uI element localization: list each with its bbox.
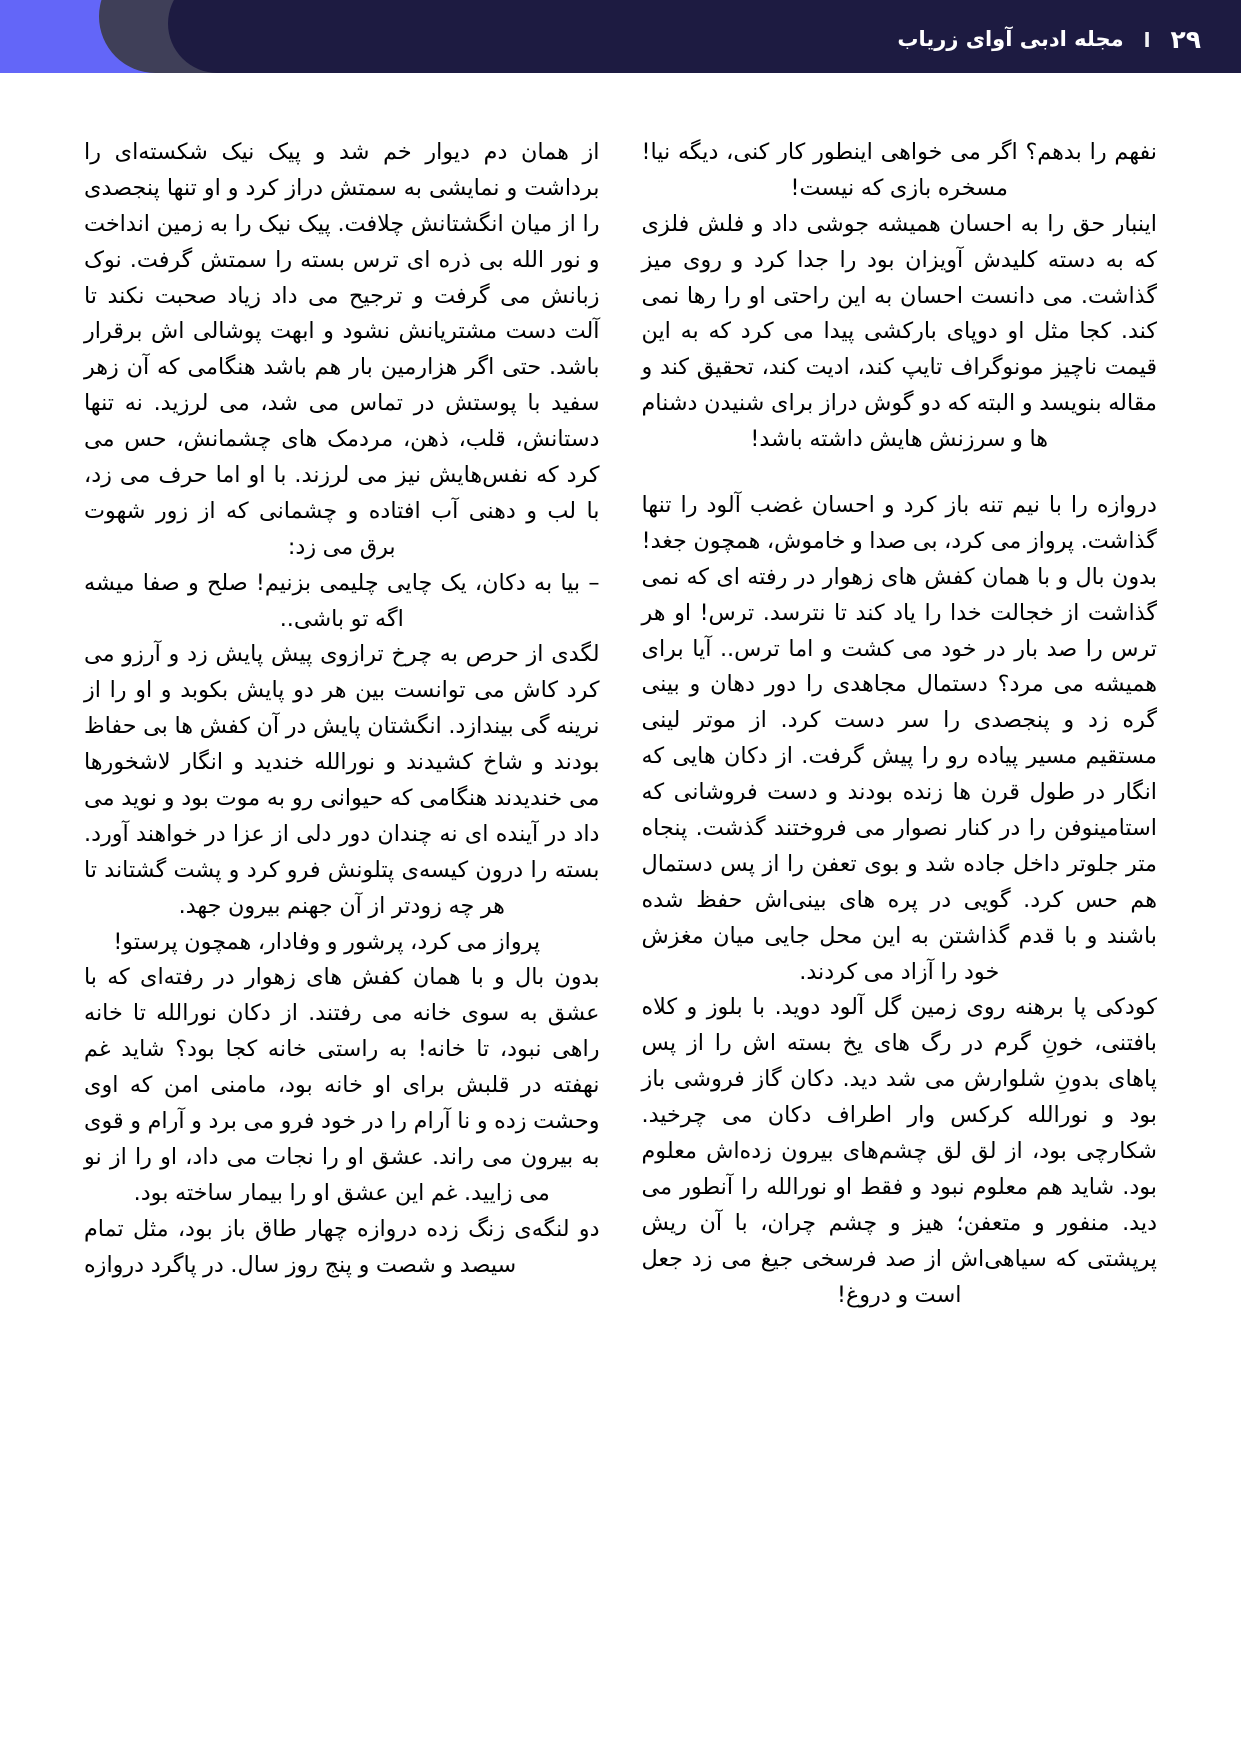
page-number: ۲۹ xyxy=(1170,25,1201,54)
paragraph: بدون بال و با همان کفش های زهوار در رفته ای که نمی گذاشت از خجالت خدا را یاد کند تا نترسد. ترس! او هر ترس را صد بار در خود می کشت و اما ترس.. آیا برای همیشه می مرد؟ دستمال مجاهدی را دور دهان و بینی گره زد و پنجصدی را سر دست کرد. از موتر لینی مستقیم مسیر پیاده رو را پیش گرفت. از دکان هایی که انگار در طول قرن ها زنده بودند و دست فروشانی که استامینوفن را در کنار نصوار می فروختند گذشت. پنجاه متر جلوتر داخل جاده شد و بوی تعفن را از پس دستمال هم حس کرد. گویی در پره های بینی‌اش حفظ شده باشند و با قدم گذاشتن به این محل جایی میان مغزش خود را آزاد می کردند. xyxy=(641,563,1157,985)
paragraph: دو لنگه‌ی زنگ زده دروازه چهار طاق باز بود، مثل تمام سیصد و شصت و پنج روز سال. در پاگرد دروازه xyxy=(84,1215,600,1278)
two-column-layout xyxy=(84,135,1157,1754)
paragraph: از همان دم دیوار خم شد و پیک نیک شکسته‌ای را برداشت و نمایشی به سمتش دراز کرد و او تنها پنجصدی را از میان انگشتانش چلافت. پیک نیک را به زمین انداخت و نور الله بی ذره ای ترس بسته را سمتش گرفت. نوک زبانش می گرفت و ترجیح می داد زیاد صحبت نکند تا آلت دست مشتریانش نشود و ابهت پوشالی اش برقرار باشد. حتی اگر هزارمین بار هم باشد هنگامی که آن زهر سفید با پوستش در تماس می شد، می لرزید. نه تنها دستانش، قلب، ذهن، مردمک های چشمانش، حس می کرد که نفس‌هایش نیز می لرزند. با او اما حرف می زد، با لب و دهنی آب افتاده و چشمانی که از زور شهوت برق می زد: xyxy=(84,139,600,560)
page-header-band xyxy=(0,0,1241,73)
text-column-right xyxy=(642,135,1158,1754)
header-content xyxy=(0,0,1241,73)
page-body xyxy=(0,73,1241,1754)
paragraph: اینبار حق را به احسان همیشه جوشی داد و فلش فلزی که به دسته کلیدش آویزان بود را جدا کرد و روی میز گذاشت. می دانست احسان به این راحتی او را رها نمی کند. کجا مثل او دوپای بارکشی پیدا می کرد که به این قیمت ناچیز مونوگراف تایپ کند، ادیت کند، تحقیق کند و مقاله بنویسد و البته که دو گوش دراز برای شنیدن دشنام ها و سرزنش هایش داشته باشد! xyxy=(641,210,1157,453)
header-separator: ا xyxy=(1143,27,1151,52)
paragraph: لگدی از حرص به چرخ ترازوی پیش پایش زد و آرزو می کرد کاش می توانست بین هر دو پایش بکوبد و او را از نرینه گی بیندازد. انگشتان پایش در آن کفش ها بی حفاظ بودند و شاخ کشیدند و نورالله خندید و انگار لاشخورها می خندیدند هنگامی که حیوانی رو به موت بود و نوید می داد در آینده ای نه چندان دور دلی از عزا در خواهند آورد. بسته را درون کیسه‌ی پتلونش فرو کرد و پشت گشتاند تا هر چه زودتر از آن جهنم بیرون جهد. xyxy=(84,641,600,919)
paragraph-dialogue: – بیا به دکان، یک چایی چلیمی بزنیم! صلح و صفا میشه اگه تو باشی.. xyxy=(84,569,600,632)
paragraph: دروازه را با نیم تنه باز کرد و احسان غضب آلود را تنها گذاشت. پرواز می کرد، بی صدا و خاموش، همچون جغد! xyxy=(641,492,1157,554)
magazine-title: مجله ادبی آوای زریاب xyxy=(897,27,1124,51)
text-column-left xyxy=(84,135,600,1754)
paragraph: بدون بال و با همان کفش های زهوار در رفته‌ای که با عشق به سوی خانه می رفتند. از دکان نورالله تا خانه راهی نبود، تا خانه! به راستی خانه کجا بود؟ شاید غم نهفته در قلبش برای او خانه بود، مامنی امن که اوی وحشت زده و نا آرام را در خود فرو می برد و آرام و قوی به بیرون می راند. عشق او را نجات می داد، او را از نو می زایید. غم این عشق او را بیمار ساخته بود. xyxy=(84,964,600,1206)
paragraph: کودکی پا برهنه روی زمین گل آلود دوید. با بلوز و کلاه بافتنی، خونِ گرم در رگ های یخ بسته اش را از پس پاهای بدونِ شلوارش می شد دید. دکان گاز فروشی باز بود و نورالله کرکس وار اطراف دکان می چرخید. شکارچی بود، از لق لق چشم‌های بیرون زده‌اش معلوم بود. شاید هم معلوم نبود و فقط او نورالله را آنطور می دید. منفور و متعفن؛ هیز و چشم چران، با آن ریش پرپشتی که سیاهی‌اش از صد فرسخی جیغ می زد جعل است و دروغ! xyxy=(641,994,1157,1308)
paragraph: نفهم را بدهم؟ اگر می خواهی اینطور کار کنی، دیگه نیا! مسخره بازی که نیست! xyxy=(641,139,1157,201)
paragraph: پرواز می کرد، پرشور و وفادار، همچون پرستو! xyxy=(113,928,541,955)
